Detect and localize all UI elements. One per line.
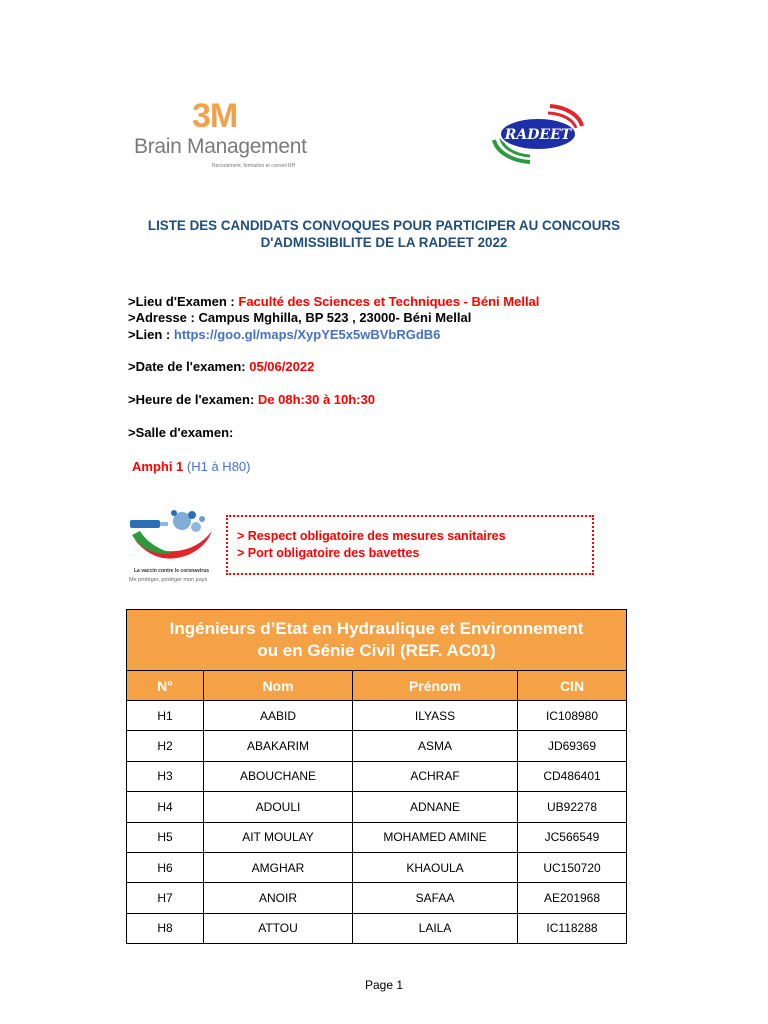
title-line-1: LISTE DES CANDIDATS CONVOQUES POUR PARTICIPER AU CONCOURS	[147, 218, 621, 233]
page-number: Page 1	[364, 978, 404, 992]
table-row	[127, 731, 627, 761]
cell-number: H4	[127, 792, 204, 822]
bm-logo-mark: 3M	[192, 97, 238, 135]
cell-cin: JC566549	[518, 822, 627, 852]
cell-nom: ANOIR	[204, 883, 353, 913]
table-row	[127, 792, 627, 822]
heure-value: De 08h:30 à 10h:30	[257, 392, 375, 407]
vaccine-caption-2: Me protéger, protéger mon pays	[129, 577, 208, 583]
lieu-line	[128, 294, 539, 309]
table-row	[127, 913, 627, 943]
radeet-logo	[490, 100, 586, 166]
table-row	[127, 822, 627, 852]
cell-cin: UC150720	[518, 852, 627, 882]
cell-nom: ABOUCHANE	[204, 761, 353, 791]
vaccine-caption-1: La vaccin contre le coronavirus	[134, 568, 210, 574]
col-header-cin: CIN	[518, 671, 627, 701]
cell-number: H2	[127, 731, 204, 761]
cell-number: H7	[127, 883, 204, 913]
brain-management-logo	[134, 97, 318, 177]
sanitary-notice-box	[226, 515, 594, 575]
col-header-number: N°	[127, 671, 204, 701]
date-line	[128, 359, 314, 374]
cell-nom: AMGHAR	[204, 852, 353, 882]
salle-line: >Salle d'examen:	[128, 425, 234, 440]
date-value: 05/06/2022	[249, 359, 315, 374]
cell-cin: AE201968	[518, 883, 627, 913]
table-row	[127, 701, 627, 731]
table-row	[127, 852, 627, 882]
amphi-line	[132, 459, 250, 474]
amphi-label: Amphi 1	[132, 459, 187, 474]
cell-nom: ADOULI	[204, 792, 353, 822]
cell-cin: IC108980	[518, 701, 627, 731]
cell-prenom: KHAOULA	[353, 852, 518, 882]
vaccine-campaign-logo	[126, 505, 226, 589]
adresse-line: >Adresse : Campus Mghilla, BP 523 , 23000- Béni Mellal	[128, 310, 472, 325]
cell-prenom: ASMA	[353, 731, 518, 761]
cell-cin: UB92278	[518, 792, 627, 822]
col-header-prenom: Prénom	[353, 671, 518, 701]
candidates-table	[126, 609, 627, 944]
bm-logo-name: Brain Management	[134, 135, 307, 158]
cell-prenom: SAFAA	[353, 883, 518, 913]
syringe-virus-icon	[126, 505, 226, 567]
bm-logo-tagline: Recrutement, formation et conseil RH	[212, 163, 296, 169]
table-header-row	[127, 671, 627, 701]
cell-cin: IC118288	[518, 913, 627, 943]
table-title-line-2: ou en Génie Civil (REF. AC01)	[257, 641, 496, 660]
cell-prenom: LAILA	[353, 913, 518, 943]
heure-label: >Heure de l'examen:	[128, 392, 258, 407]
lien-link[interactable]: https://goo.gl/maps/XypYE5x5wBVbRGdB6	[173, 327, 441, 342]
cell-nom: ATTOU	[204, 913, 353, 943]
table-row	[127, 761, 627, 791]
heure-line	[128, 392, 375, 407]
lien-line	[128, 327, 440, 342]
document-title	[100, 217, 668, 251]
amphi-range: (H1 à H80)	[186, 459, 251, 474]
cell-number: H1	[127, 701, 204, 731]
cell-cin: JD69369	[518, 731, 627, 761]
cell-nom: AIT MOULAY	[204, 822, 353, 852]
table-row	[127, 883, 627, 913]
cell-number: H3	[127, 761, 204, 791]
cell-prenom: ILYASS	[353, 701, 518, 731]
radeet-logo-graphic	[490, 100, 586, 166]
col-header-nom: Nom	[204, 671, 353, 701]
lieu-label: >Lieu d'Examen :	[128, 294, 239, 309]
cell-nom: ABAKARIM	[204, 731, 353, 761]
cell-number: H5	[127, 822, 204, 852]
table-title	[127, 610, 627, 671]
date-label: >Date de l'examen:	[128, 359, 250, 374]
cell-prenom: ADNANE	[353, 792, 518, 822]
candidates-table-wrapper	[126, 609, 626, 944]
radeet-logo-text: RADEET	[504, 127, 572, 143]
cell-number: H6	[127, 852, 204, 882]
cell-nom: AABID	[204, 701, 353, 731]
lien-label: >Lien :	[128, 327, 174, 342]
cell-number: H8	[127, 913, 204, 943]
cell-cin: CD486401	[518, 761, 627, 791]
table-title-line-1: Ingénieurs d’Etat en Hydraulique et Environnement	[169, 619, 584, 638]
notice-line-2: > Port obligatoire des bavettes	[237, 546, 420, 560]
cell-prenom: MOHAMED AMINE	[353, 822, 518, 852]
lieu-value: Faculté des Sciences et Techniques - Béni Mellal	[238, 294, 540, 309]
cell-prenom: ACHRAF	[353, 761, 518, 791]
notice-line-1: > Respect obligatoire des mesures sanitaires	[237, 529, 506, 543]
title-line-2: D'ADMISSIBILITE DE LA RADEET 2022	[260, 235, 508, 250]
